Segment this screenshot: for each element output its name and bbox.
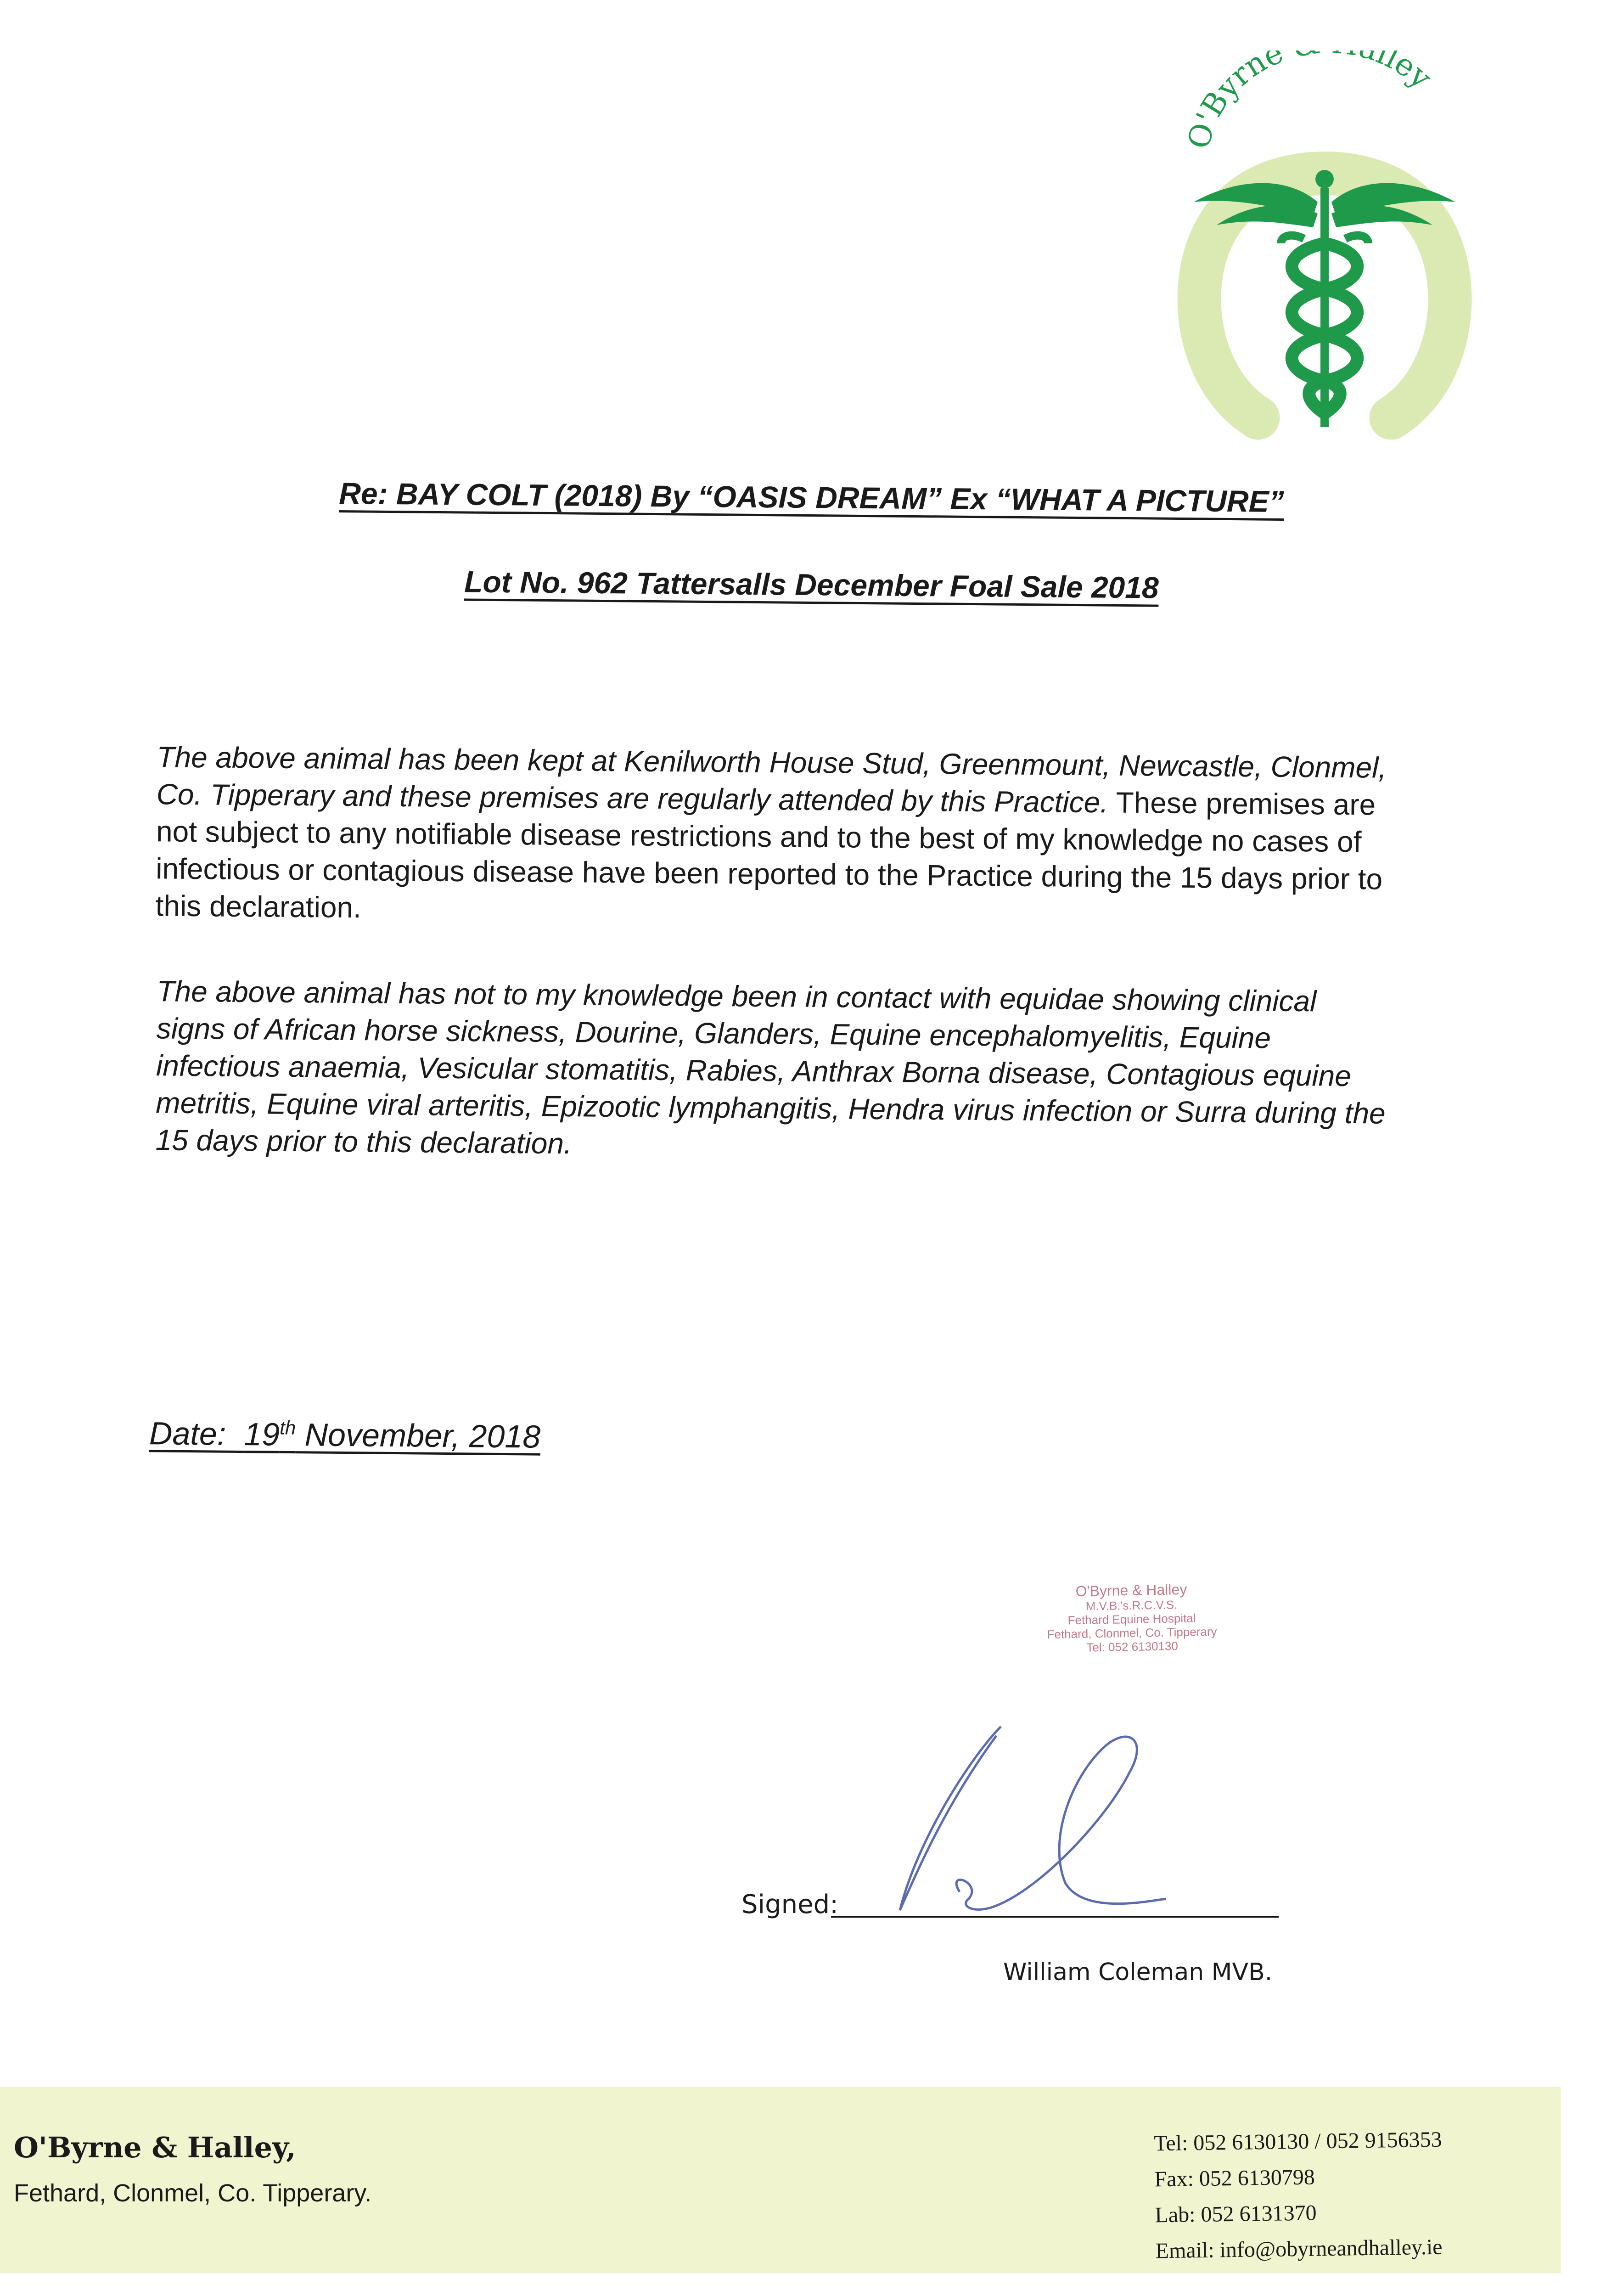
date-suffix: th [280, 1417, 296, 1439]
footer-tel: Tel: 052 6130130 / 052 9156353 [1154, 2127, 1442, 2156]
date-day: 19 [243, 1416, 280, 1452]
lot-heading: Lot No. 962 Tattersalls December Foal Sale 2018 [464, 564, 1159, 605]
handwritten-signature [891, 1717, 1221, 1919]
stamp-line: Tel: 052 6130130 [1086, 1639, 1179, 1654]
subject-heading: Re: BAY COLT (2018) By “OASIS DREAM” Ex “WHAT A PICTURE” [338, 476, 1285, 518]
caduceus-icon [1166, 51, 1483, 445]
stamp-line: M.V.B.'s.R.C.V.S. [1085, 1598, 1178, 1613]
declaration-date [149, 1415, 541, 1455]
logo-name: O'Byrne lley [1180, 51, 1439, 152]
footer-contact [1154, 2122, 1444, 2269]
practice-stamp [1021, 1580, 1243, 1655]
signature-line [831, 1916, 1279, 1918]
declaration-paragraph-1 [155, 738, 1387, 935]
footer-fax: Fax: 052 6130798 [1154, 2165, 1315, 2192]
footer-lab: Lab: 052 6131370 [1155, 2200, 1317, 2228]
footer-email[interactable]: Email: info@obyrneandhalley.ie [1155, 2234, 1443, 2263]
signer-name: William Coleman MVB. [1003, 1958, 1273, 1986]
signed-label: Signed: [741, 1890, 839, 1919]
date-rest: November, 2018 [295, 1417, 541, 1455]
practice-logo [1166, 51, 1483, 445]
declaration-paragraph-2: The above animal has not to my knowledge been in contact with equidae showing clinical signs of African horse sickness, Dourine, Glanders, Equine encephalomyelitis, Equine infectious anaemia, Vesicular stomatitis, Rabies, Anthrax Borna disease, Contagious equine metritis, Equine viral arteritis, Epizootic lymphangitis, Hendra virus infection or Surra during the 15 days prior to this declaration. [155, 974, 1386, 1160]
footer-address: Fethard, Clonmel, Co. Tipperary. [14, 2179, 372, 2207]
date-label: Date: [149, 1415, 226, 1452]
premises-text: The above animal has been kept at Kenilworth House Stud, Greenmount, Newcastle, Clonmel, Co. Tipperary and these premises are regularly attended by this Practice. [156, 740, 1387, 819]
restrictions-text: These premises are not subject to any notifiable disease restrictions and to the best of my knowledge no cases of infectious or contagious disease have been reported to the Practice during the 15 days prior to this declaration. [155, 786, 1383, 924]
footer-company: O'Byrne & Halley, [14, 2131, 296, 2164]
stamp-line: Fethard, Clonmel, Co. Tipperary [1047, 1624, 1217, 1642]
stamp-line: Fethard Equine Hospital [1067, 1611, 1196, 1627]
stamp-line: O'Byrne & Halley [1075, 1581, 1187, 1600]
